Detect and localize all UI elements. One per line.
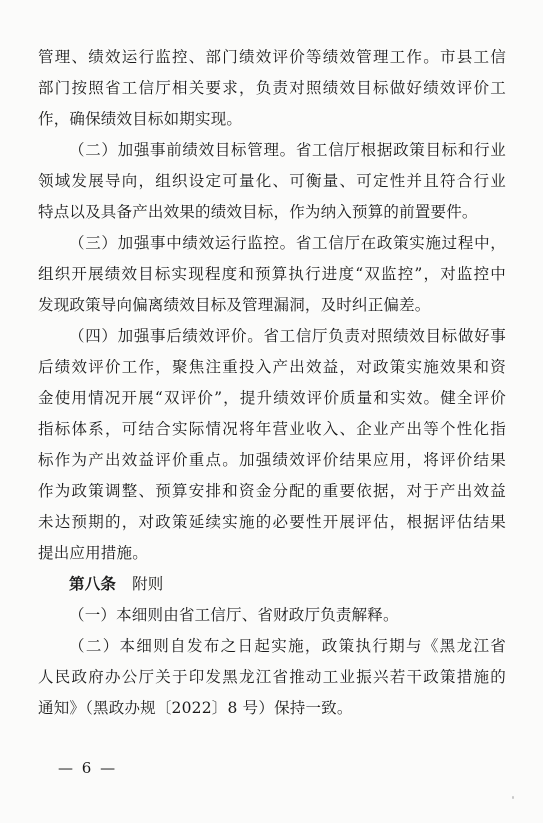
paragraph-line: 特点以及具备产出效果的绩效目标，作为纳入预算的前置要件。 bbox=[38, 203, 478, 221]
paragraph-line: 组织开展绩效目标实现程度和预算执行进度“双监控”，对监控中 bbox=[38, 265, 506, 283]
paragraph-line: （三）加强事中绩效运行监控。省工信厅在政策实施过程中， bbox=[69, 234, 506, 252]
paragraph-line: （二）加强事前绩效目标管理。省工信厅根据政策目标和行业 bbox=[69, 141, 506, 159]
scan-speck bbox=[512, 796, 514, 799]
paragraph-line: （一）本细则由省工信厅、省财政厅负责解释。 bbox=[69, 606, 399, 624]
body-text bbox=[38, 42, 506, 724]
paragraph-line: 作为政策调整、预算安排和资金分配的重要依据，对于产出效益 bbox=[38, 482, 506, 500]
paragraph-line: （四）加强事后绩效评价。省工信厅负责对照绩效目标做好事 bbox=[69, 327, 506, 345]
page-number: — 6 — bbox=[58, 759, 118, 777]
article-number: 第八条 bbox=[69, 575, 117, 593]
paragraph-line: 金使用情况开展“双评价”，提升绩效评价质量和实效。健全评价 bbox=[38, 389, 506, 407]
paragraph-line: 提出应用措施。 bbox=[38, 544, 148, 562]
paragraph-line: 指标体系，可结合实际情况将年营业收入、企业产出等个性化指 bbox=[38, 420, 506, 438]
paragraph-line: 后绩效评价工作，聚焦注重投入产出效益，对政策实施效果和资 bbox=[38, 358, 506, 376]
article-title: 附则 bbox=[132, 575, 164, 593]
paragraph-line: 标作为产出效益评价重点。加强绩效评价结果应用，将评价结果 bbox=[38, 451, 506, 469]
paragraph-line: 人民政府办公厅关于印发黑龙江省推动工业振兴若干政策措施的 bbox=[38, 668, 506, 686]
paragraph-line: 管理、绩效运行监控、部门绩效评价等绩效管理工作。市县工信 bbox=[38, 48, 506, 66]
paragraph-line: 发现政策导向偏离绩效目标及管理漏洞，及时纠正偏差。 bbox=[38, 296, 431, 314]
paragraph-line: 部门按照省工信厅相关要求，负责对照绩效目标做好绩效评价工 bbox=[38, 79, 506, 97]
paragraph-line: 作，确保绩效目标如期实现。 bbox=[38, 110, 243, 128]
article-heading bbox=[38, 569, 506, 600]
paragraph-line: 通知》（黑政办规〔2022〕8 号）保持一致。 bbox=[38, 699, 353, 717]
paragraph-line: 领域发展导向，组织设定可量化、可衡量、可定性并且符合行业 bbox=[38, 172, 506, 190]
paragraph-line: 未达预期的，对政策延续实施的必要性开展评估，根据评估结果 bbox=[38, 513, 506, 531]
paragraph-line: （二）本细则自发布之日起实施，政策执行期与《黑龙江省 bbox=[69, 637, 506, 655]
